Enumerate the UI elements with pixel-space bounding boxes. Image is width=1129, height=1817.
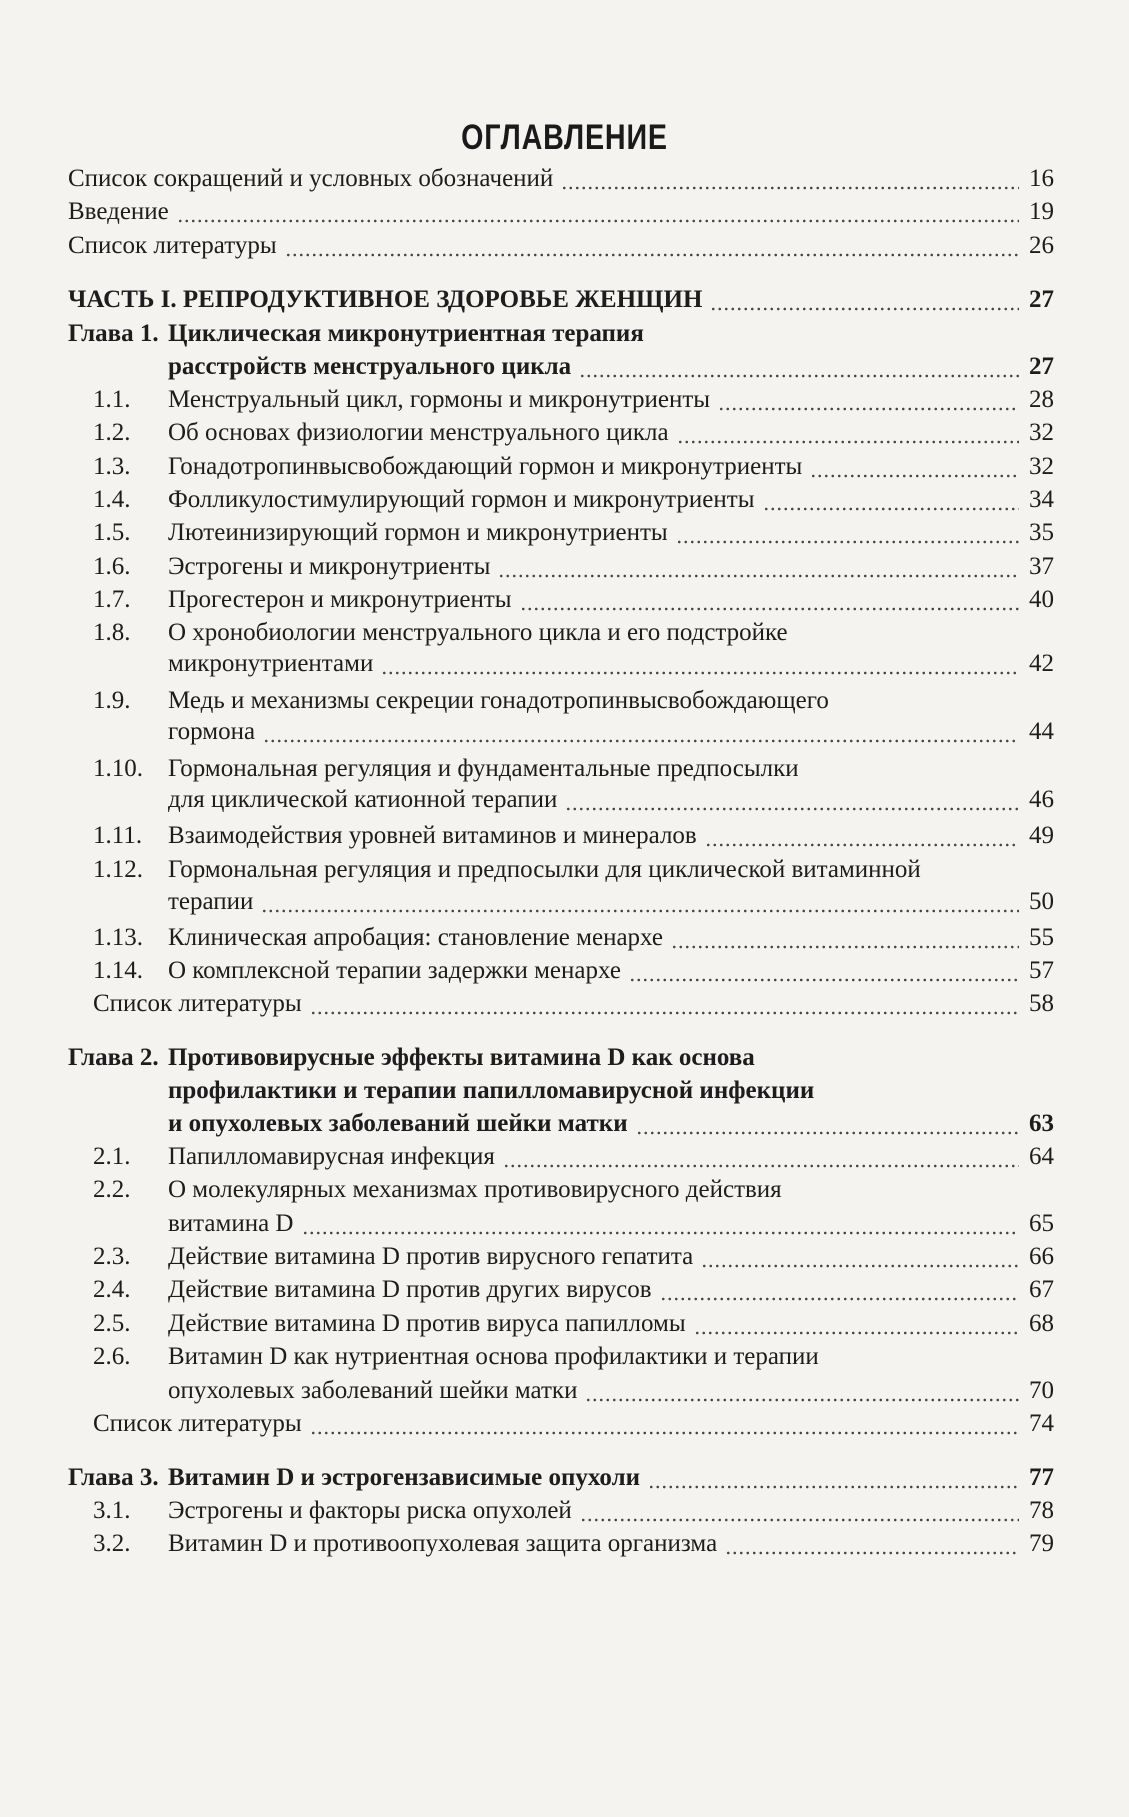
page-number: 63 — [1029, 1110, 1054, 1137]
section-number: 1.4. — [93, 486, 131, 513]
page-number: 64 — [1029, 1143, 1054, 1170]
page-number: 44 — [1029, 718, 1054, 745]
entry-title: Фолликулостимулирующий гормон и микронутриенты — [168, 486, 755, 513]
dot-leader — [498, 549, 1019, 585]
toc-entry[interactable] — [0, 1139, 1129, 1175]
toc-entry[interactable] — [0, 953, 1129, 989]
entry-title: Витамин D как нутриентная основа профилактики и терапии — [168, 1343, 819, 1370]
entry-title: Медь и механизмы секреции гонадотропинвысвобождающего — [168, 687, 829, 714]
section-number: 2.6. — [93, 1343, 131, 1370]
dot-leader — [718, 382, 1019, 418]
toc-entry[interactable] — [0, 349, 1129, 385]
toc-entry[interactable] — [0, 549, 1129, 585]
entry-title: О хронобиологии менструального цикла и его подстройке — [168, 619, 788, 646]
dot-leader — [503, 1139, 1019, 1175]
dot-leader — [520, 582, 1019, 618]
toc-entry[interactable] — [0, 1239, 1129, 1275]
page-number: 77 — [1029, 1464, 1054, 1491]
entry-title: микронутриентами — [168, 650, 374, 677]
section-number: 1.3. — [93, 453, 131, 480]
toc-entry[interactable] — [0, 515, 1129, 551]
entry-title: и опухолевых заболеваний шейки матки — [168, 1110, 628, 1137]
section-number: 1.5. — [93, 519, 131, 546]
entry-title: Гормональная регуляция и фундаментальные предпосылки — [168, 755, 799, 782]
page-number: 27 — [1029, 353, 1054, 380]
page-number: 58 — [1029, 990, 1054, 1017]
toc-entry[interactable] — [0, 1339, 1129, 1375]
entry-title: Гонадотропинвысвобождающий гормон и микронутриенты — [168, 453, 803, 480]
section-number: 2.4. — [93, 1276, 131, 1303]
page-number: 67 — [1029, 1276, 1054, 1303]
section-number: 2.5. — [93, 1310, 131, 1337]
entry-title: Список литературы — [93, 1410, 302, 1437]
toc-entry[interactable] — [0, 194, 1129, 230]
entry-title: Действие витамина D против вирусного гепатита — [168, 1243, 694, 1270]
dot-leader — [677, 415, 1019, 451]
page-number: 42 — [1029, 650, 1054, 677]
entry-title: Папилломавирусная инфекция — [168, 1143, 495, 1170]
toc-entry[interactable] — [0, 884, 1129, 920]
dot-leader — [648, 1460, 1019, 1496]
dot-leader — [585, 1373, 1019, 1409]
toc-entry[interactable] — [0, 228, 1129, 264]
toc-entry[interactable] — [0, 1272, 1129, 1308]
page-number: 78 — [1029, 1497, 1054, 1524]
toc-entry[interactable] — [0, 986, 1129, 1022]
dot-leader — [810, 449, 1019, 485]
section-number: 1.1. — [93, 386, 131, 413]
dot-leader — [629, 953, 1019, 989]
dot-leader — [565, 782, 1019, 818]
entry-title: Циклическая микронутриентная терапия — [168, 320, 644, 347]
page-number: 57 — [1029, 957, 1054, 984]
toc-entry[interactable] — [0, 449, 1129, 485]
page-number: 16 — [1029, 165, 1054, 192]
toc-entry[interactable] — [0, 1306, 1129, 1342]
toc-entry[interactable] — [0, 714, 1129, 750]
page-number: 28 — [1029, 386, 1054, 413]
section-number: 1.14. — [93, 957, 143, 984]
entry-title: Действие витамина D против вируса папилломы — [168, 1310, 686, 1337]
section-number: 2.2. — [93, 1176, 131, 1203]
entry-title: витамина D — [168, 1210, 294, 1237]
dot-leader — [671, 920, 1019, 956]
page-number: 34 — [1029, 486, 1054, 513]
dot-leader — [561, 161, 1019, 197]
toc-entry[interactable] — [0, 646, 1129, 682]
entry-title: ЧАСТЬ I. РЕПРОДУКТИВНОЕ ЗДОРОВЬЕ ЖЕНЩИН — [68, 286, 703, 313]
dot-leader — [310, 986, 1019, 1022]
dot-leader — [261, 884, 1019, 920]
section-number: 1.7. — [93, 586, 131, 613]
page-number: 49 — [1029, 822, 1054, 849]
entry-title: Действие витамина D против других вирусов — [168, 1276, 652, 1303]
entry-title: Противовирусные эффекты витамина D как основа — [168, 1044, 755, 1071]
page-number: 35 — [1029, 519, 1054, 546]
page-number: 55 — [1029, 924, 1054, 951]
entry-title: Взаимодействия уровней витаминов и минералов — [168, 822, 697, 849]
section-number: 3.2. — [93, 1530, 131, 1557]
toc-entry[interactable] — [0, 1040, 1129, 1076]
page-number: 66 — [1029, 1243, 1054, 1270]
page-number: 70 — [1029, 1377, 1054, 1404]
dot-leader — [580, 1493, 1019, 1529]
page-number: 40 — [1029, 586, 1054, 613]
dot-leader — [763, 482, 1019, 518]
entry-title: Витамин D и противоопухолевая защита организма — [168, 1530, 718, 1557]
section-number: 2.3. — [93, 1243, 131, 1270]
page-number: 46 — [1029, 786, 1054, 813]
toc-entry[interactable] — [0, 782, 1129, 818]
entry-title: О комплексной терапии задержки менархе — [168, 957, 621, 984]
toc-entry[interactable] — [0, 582, 1129, 618]
section-number: 1.8. — [93, 619, 131, 646]
entry-title: Эстрогены и микронутриенты — [168, 553, 491, 580]
page-number: 37 — [1029, 553, 1054, 580]
toc-entry[interactable] — [0, 161, 1129, 197]
dot-leader — [694, 1306, 1019, 1342]
toc-entry[interactable] — [0, 920, 1129, 956]
entry-title: профилактики и терапии папилломавирусной инфекции — [168, 1077, 815, 1104]
entry-title: Эстрогены и факторы риска опухолей — [168, 1497, 572, 1524]
page-number: 27 — [1029, 286, 1054, 313]
entry-title: Лютеинизирующий гормон и микронутриенты — [168, 519, 668, 546]
dot-leader — [725, 1526, 1019, 1562]
dot-leader — [285, 228, 1019, 264]
dot-leader — [705, 818, 1019, 854]
entry-title: Список сокращений и условных обозначений — [68, 165, 554, 192]
toc-entry[interactable] — [0, 415, 1129, 451]
page-number: 79 — [1029, 1530, 1054, 1557]
dot-leader — [310, 1406, 1019, 1442]
entry-title: Клиническая апробация: становление менархе — [168, 924, 664, 951]
entry-title: О молекулярных механизмах противовирусного действия — [168, 1176, 782, 1203]
entry-title: Менструальный цикл, гормоны и микронутриенты — [168, 386, 711, 413]
toc-entry[interactable] — [0, 852, 1129, 888]
section-number: 1.10. — [93, 755, 143, 782]
toc-entry[interactable] — [0, 1172, 1129, 1208]
toc-entry[interactable] — [0, 818, 1129, 854]
dot-leader — [676, 515, 1019, 551]
dot-leader — [263, 714, 1019, 750]
page-number: 50 — [1029, 888, 1054, 915]
dot-leader — [177, 194, 1019, 230]
page-number: 32 — [1029, 419, 1054, 446]
page-title: ОГЛАВЛЕНИЕ — [461, 118, 668, 157]
section-number: 2.1. — [93, 1143, 131, 1170]
section-number: 1.6. — [93, 553, 131, 580]
toc-entry[interactable] — [0, 1073, 1129, 1109]
page-number: 65 — [1029, 1210, 1054, 1237]
chapter-label: Глава 1. — [68, 320, 159, 347]
section-number: 3.1. — [93, 1497, 131, 1524]
entry-title: расстройств менструального цикла — [168, 353, 572, 380]
entry-title: гормона — [168, 718, 256, 745]
section-number: 1.13. — [93, 924, 143, 951]
section-number: 1.2. — [93, 419, 131, 446]
toc-entry[interactable] — [0, 1106, 1129, 1142]
entry-title: Список литературы — [93, 990, 302, 1017]
toc-entry[interactable] — [0, 1493, 1129, 1529]
page-number: 26 — [1029, 232, 1054, 259]
section-number: 1.9. — [93, 687, 131, 714]
entry-title: Прогестерон и микронутриенты — [168, 586, 512, 613]
entry-title: опухолевых заболеваний шейки матки — [168, 1377, 578, 1404]
entry-title: Об основах физиологии менструального цикла — [168, 419, 669, 446]
section-number: 1.11. — [93, 822, 143, 849]
toc-entry[interactable] — [0, 1373, 1129, 1409]
toc-entry[interactable] — [0, 1206, 1129, 1242]
dot-leader — [701, 1239, 1019, 1275]
dot-leader — [302, 1206, 1019, 1242]
chapter-label: Глава 2. — [68, 1044, 159, 1071]
toc-entry[interactable] — [0, 316, 1129, 352]
page-number: 32 — [1029, 453, 1054, 480]
page-number: 74 — [1029, 1410, 1054, 1437]
dot-leader — [381, 646, 1019, 682]
toc-entry[interactable] — [0, 482, 1129, 518]
entry-title: Список литературы — [68, 232, 277, 259]
page-number: 19 — [1029, 198, 1054, 225]
toc-entry[interactable] — [0, 1460, 1129, 1496]
dot-leader — [636, 1106, 1019, 1142]
toc-entry[interactable] — [0, 282, 1129, 318]
page-number: 68 — [1029, 1310, 1054, 1337]
toc-entry[interactable] — [0, 1406, 1129, 1442]
toc-entry[interactable] — [0, 382, 1129, 418]
section-number: 1.12. — [93, 856, 143, 883]
dot-leader — [660, 1272, 1019, 1308]
chapter-label: Глава 3. — [68, 1464, 159, 1491]
entry-title: Витамин D и эстрогензависимые опухоли — [168, 1464, 641, 1491]
entry-title: терапии — [168, 888, 254, 915]
entry-title: для циклической катионной терапии — [168, 786, 558, 813]
entry-title: Гормональная регуляция и предпосылки для циклической витаминной — [168, 856, 921, 883]
dot-leader — [579, 349, 1019, 385]
toc-entry[interactable] — [0, 1526, 1129, 1562]
entry-title: Введение — [68, 198, 169, 225]
dot-leader — [710, 282, 1019, 318]
